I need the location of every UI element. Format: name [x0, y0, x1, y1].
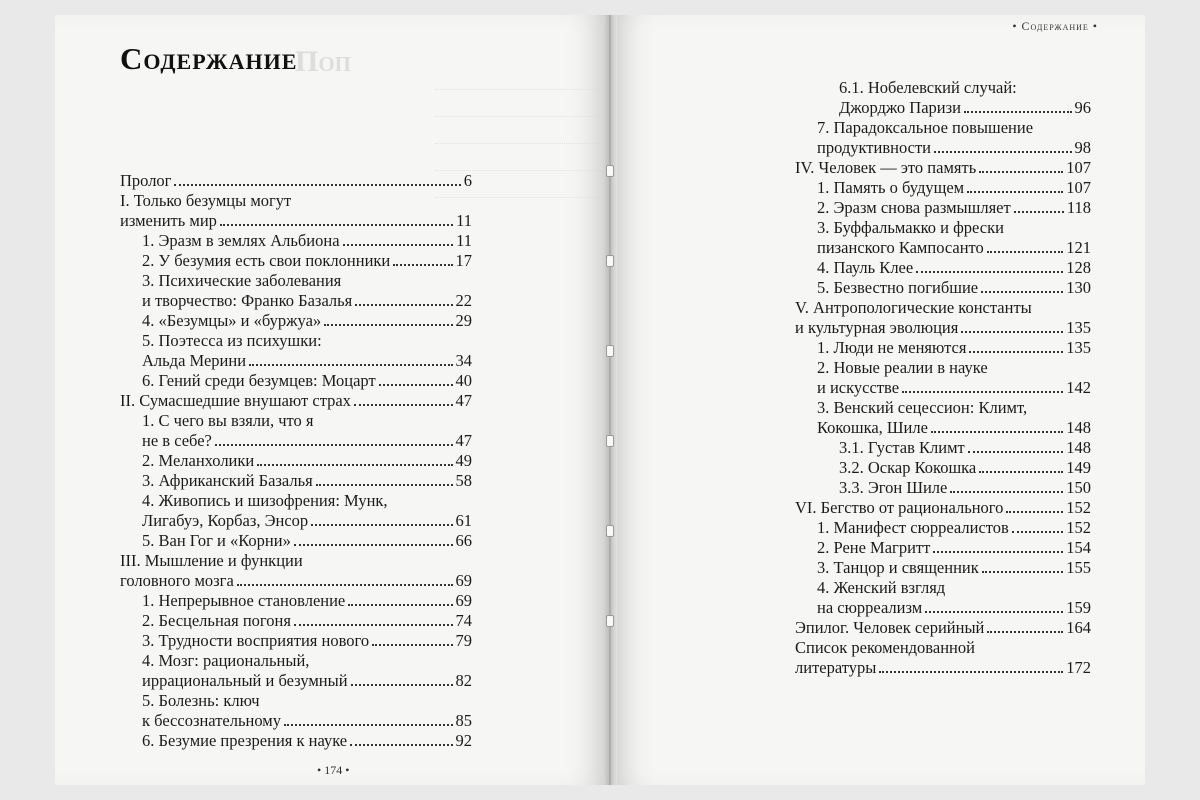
toc-page-number: 149 — [1066, 458, 1091, 477]
dot-leader — [925, 611, 1063, 613]
toc-entry-title: 3. Психические заболевания — [142, 271, 342, 290]
toc-page-number: 22 — [455, 291, 472, 310]
dot-leader — [174, 184, 460, 186]
toc-page-number: 172 — [1066, 658, 1091, 677]
toc-entry-title: 6. Безумие презрения к науке — [142, 731, 348, 750]
toc-entry-title: 1. Память о будущем — [817, 178, 965, 197]
binding-stitch — [606, 255, 614, 267]
toc-page-number: 96 — [1074, 98, 1091, 117]
dot-leader — [979, 171, 1063, 173]
toc-entry-title-cont: Лигабуэ, Корбаз, Энсор — [142, 511, 309, 530]
toc-entry — [120, 171, 472, 191]
toc-entry — [120, 371, 472, 391]
toc-page-number: 135 — [1066, 338, 1091, 357]
dot-leader — [372, 644, 452, 646]
toc-page-number: 47 — [455, 431, 472, 450]
left-page — [55, 15, 610, 785]
dot-leader — [355, 304, 452, 306]
binding-stitch — [606, 615, 614, 627]
toc-entry — [795, 258, 1091, 278]
dot-leader — [879, 671, 1063, 673]
dot-leader — [348, 604, 452, 606]
toc-entry — [795, 438, 1091, 458]
toc-page-number: 34 — [455, 351, 472, 370]
toc-page-number: 82 — [455, 671, 472, 690]
toc-entry — [795, 538, 1091, 558]
dot-leader — [987, 631, 1063, 633]
toc-page-number: 135 — [1066, 318, 1091, 337]
dot-leader — [931, 431, 1063, 433]
toc-entry-title: Эпилог. Человек серийный — [795, 618, 985, 637]
toc-page-number: 121 — [1066, 238, 1091, 257]
toc-entry — [120, 471, 472, 491]
dot-leader — [257, 464, 452, 466]
toc-entry-title-cont: к бессознательному — [142, 711, 281, 730]
toc-entry — [795, 178, 1091, 198]
running-head: • Содержание • — [1012, 19, 1098, 33]
toc-entry-title-cont: и культурная эволюция — [795, 318, 959, 337]
toc-entry — [120, 631, 472, 651]
toc-page-number: 154 — [1066, 538, 1091, 557]
toc-entry-title: 1. С чего вы взяли, что я — [142, 411, 314, 430]
toc-entry-title: 3.3. Эгон Шиле — [839, 478, 948, 497]
toc-page-number: 17 — [455, 251, 472, 270]
dot-leader — [311, 524, 452, 526]
toc-page-number: 69 — [455, 571, 472, 590]
book-spread — [55, 15, 1145, 785]
toc-entry — [120, 271, 472, 311]
toc-entry-title: Список рекомендованной — [795, 638, 975, 657]
toc-entry-title: 3. Трудности восприятия нового — [142, 631, 370, 650]
page-title: Содержание — [120, 41, 298, 76]
toc-entry — [795, 358, 1091, 398]
dot-leader — [902, 391, 1063, 393]
dot-leader — [969, 351, 1063, 353]
toc-entry-title: 3. Африканский Базалья — [142, 471, 313, 490]
toc-entry — [795, 158, 1091, 178]
toc-entry-title-cont: пизанского Кампосанто — [817, 238, 984, 257]
toc-entry — [795, 78, 1091, 118]
toc-page-number: 66 — [455, 531, 472, 550]
binding-stitch — [606, 525, 614, 537]
dot-leader — [215, 444, 453, 446]
toc-page-number: 40 — [455, 371, 472, 390]
dot-leader — [294, 624, 453, 626]
dot-leader — [933, 551, 1063, 553]
toc-entry-title: 4. Мозг: рациональный, — [142, 651, 310, 670]
toc-entry — [795, 198, 1091, 218]
toc-entry-title: IV. Человек — это память — [795, 158, 977, 177]
dot-leader — [237, 584, 453, 586]
toc-right-column — [795, 78, 1091, 678]
toc-entry-title: 4. «Безумцы» и «буржуа» — [142, 311, 322, 330]
toc-entry-title: 3. Венский сецессион: Климт, — [817, 398, 1028, 417]
toc-page-number: 150 — [1066, 478, 1091, 497]
toc-entry-title: 6.1. Нобелевский случай: — [839, 78, 1017, 97]
dot-leader — [249, 364, 452, 366]
toc-page-number: 69 — [455, 591, 472, 610]
toc-entry-title: 1. Люди не меняются — [817, 338, 967, 357]
dot-leader — [1014, 211, 1064, 213]
toc-entry — [120, 191, 472, 231]
toc-entry-title: 2. Рене Магритт — [817, 538, 931, 557]
dot-leader — [982, 571, 1063, 573]
dot-leader — [354, 404, 453, 406]
toc-entry-title-cont: Альда Мерини — [142, 351, 247, 370]
toc-page-number: 128 — [1066, 258, 1091, 277]
toc-page-number: 61 — [455, 511, 472, 530]
toc-entry — [120, 311, 472, 331]
toc-entry-title: 5. Поэтесса из психушки: — [142, 331, 322, 350]
toc-entry-title: 4. Женский взгляд — [817, 578, 946, 597]
toc-entry — [795, 618, 1091, 638]
dot-leader — [987, 251, 1063, 253]
toc-page-number: 159 — [1066, 598, 1091, 617]
toc-page-number: 74 — [455, 611, 472, 630]
toc-entry — [120, 391, 472, 411]
binding-stitch — [606, 345, 614, 357]
toc-entry-title: 4. Живопись и шизофрения: Мунк, — [142, 491, 388, 510]
toc-page-number: 107 — [1066, 178, 1091, 197]
toc-entry-title: V. Антропологические константы — [795, 298, 1032, 317]
toc-entry-title: II. Сумасшедшие внушают страх — [120, 391, 351, 410]
toc-entry-title: 5. Безвестно погибшие — [817, 278, 979, 297]
toc-entry-title: 7. Парадоксальное повышение — [817, 118, 1034, 137]
toc-entry-title: 2. Эразм снова размышляет — [817, 198, 1011, 217]
toc-entry-title: 5. Ван Гог и «Корни» — [142, 531, 291, 550]
toc-page-number: 47 — [455, 391, 472, 410]
dot-leader — [294, 544, 453, 546]
toc-page-number: 148 — [1066, 438, 1091, 457]
dot-leader — [967, 191, 1063, 193]
toc-entry-title: 4. Пауль Клее — [817, 258, 914, 277]
dot-leader — [1012, 531, 1063, 533]
dot-leader — [351, 684, 453, 686]
toc-entry-title: 2. Бесцельная погоня — [142, 611, 291, 630]
dot-leader — [324, 324, 452, 326]
toc-left-column — [120, 171, 472, 751]
toc-entry-title-cont: на сюрреализм — [817, 598, 923, 617]
toc-entry — [120, 231, 472, 251]
binding-stitch — [606, 165, 614, 177]
toc-entry-title-cont: изменить мир — [120, 211, 217, 230]
dot-leader — [350, 744, 452, 746]
toc-entry-title: 3.2. Оскар Кокошка — [839, 458, 977, 477]
toc-entry — [795, 398, 1091, 438]
book-gutter — [603, 15, 617, 785]
toc-entry — [120, 651, 472, 691]
toc-page-number: 118 — [1066, 198, 1091, 217]
toc-page-number: 58 — [455, 471, 472, 490]
toc-entry-title: 2. Меланхолики — [142, 451, 255, 470]
toc-entry — [120, 691, 472, 731]
toc-entry — [120, 251, 472, 271]
toc-entry — [120, 551, 472, 591]
toc-entry-title-cont: головного мозга — [120, 571, 234, 590]
toc-entry-title-cont: иррациональный и безумный — [142, 671, 348, 690]
toc-entry-title-cont: и искусстве — [817, 378, 900, 397]
dot-leader — [979, 471, 1063, 473]
toc-page-number: 49 — [455, 451, 472, 470]
toc-entry — [795, 338, 1091, 358]
dot-leader — [393, 264, 452, 266]
toc-entry — [120, 531, 472, 551]
toc-entry-title: 1. Непрерывное становление — [142, 591, 346, 610]
dot-leader — [316, 484, 453, 486]
dot-leader — [284, 724, 453, 726]
dot-leader — [916, 271, 1063, 273]
toc-entry-title: 3. Буффальмакко и фрески — [817, 218, 1004, 237]
page-number: • 174 • — [317, 763, 350, 777]
toc-entry-title-cont: литературы — [795, 658, 877, 677]
dot-leader — [379, 384, 453, 386]
toc-entry — [795, 518, 1091, 538]
toc-page-number: 164 — [1066, 618, 1091, 637]
dot-leader — [961, 331, 1063, 333]
toc-entry-title: 5. Болезнь: ключ — [142, 691, 260, 710]
dot-leader — [220, 224, 453, 226]
toc-entry — [795, 498, 1091, 518]
toc-page-number: 98 — [1074, 138, 1091, 157]
right-page — [610, 15, 1145, 785]
toc-page-number: 130 — [1066, 278, 1091, 297]
toc-entry-title: 2. У безумия есть свои поклонники — [142, 251, 391, 270]
toc-entry — [795, 478, 1091, 498]
toc-entry-title-cont: Джорджо Паризи — [839, 98, 961, 117]
toc-page-number: 152 — [1066, 518, 1091, 537]
toc-page-number: 107 — [1066, 158, 1091, 177]
toc-entry — [120, 451, 472, 471]
toc-entry-title: 3.1. Густав Климт — [839, 438, 965, 457]
toc-entry-title-cont: продуктивности — [817, 138, 931, 157]
toc-entry — [795, 558, 1091, 578]
toc-entry — [795, 298, 1091, 338]
toc-entry-title: Пролог — [120, 171, 172, 190]
toc-entry-title: VI. Бегство от рационального — [795, 498, 1004, 517]
toc-entry-title-cont: Кокошка, Шиле — [817, 418, 928, 437]
dot-leader — [981, 291, 1063, 293]
toc-entry — [120, 331, 472, 371]
toc-entry — [795, 578, 1091, 618]
toc-entry — [120, 611, 472, 631]
toc-page-number: 85 — [455, 711, 472, 730]
dot-leader — [343, 244, 454, 246]
toc-entry — [795, 278, 1091, 298]
toc-page-number: 148 — [1066, 418, 1091, 437]
toc-entry-title-cont: и творчество: Франко Базалья — [142, 291, 353, 310]
toc-page-number: 11 — [456, 231, 472, 250]
toc-entry-title: I. Только безумцы могут — [120, 191, 292, 210]
bleed-through-text: Поп — [295, 45, 352, 78]
toc-entry-title: 3. Танцор и священник — [817, 558, 979, 577]
toc-entry — [120, 491, 472, 531]
toc-entry — [795, 638, 1091, 678]
dot-leader — [968, 451, 1064, 453]
toc-page-number: 152 — [1066, 498, 1091, 517]
toc-entry — [795, 118, 1091, 158]
dot-leader — [950, 491, 1063, 493]
dot-leader — [1006, 511, 1063, 513]
toc-entry-title: 1. Эразм в землях Альбиона — [142, 231, 340, 250]
dot-leader — [934, 151, 1072, 153]
toc-page-number: 79 — [455, 631, 472, 650]
toc-entry-title: III. Мышление и функции — [120, 551, 303, 570]
toc-entry — [795, 458, 1091, 478]
toc-entry — [120, 731, 472, 751]
toc-page-number: 92 — [455, 731, 472, 750]
toc-page-number: 11 — [456, 211, 472, 230]
toc-entry-title: 1. Манифест сюрреалистов — [817, 518, 1009, 537]
toc-entry — [120, 411, 472, 451]
toc-entry-title: 2. Новые реалии в науке — [817, 358, 988, 377]
toc-entry — [795, 218, 1091, 258]
toc-page-number: 142 — [1066, 378, 1091, 397]
toc-page-number: 29 — [455, 311, 472, 330]
dot-leader — [964, 111, 1072, 113]
toc-entry — [120, 591, 472, 611]
toc-entry-title: 6. Гений среди безумцев: Моцарт — [142, 371, 376, 390]
toc-page-number: 6 — [463, 171, 472, 190]
binding-stitch — [606, 435, 614, 447]
toc-entry-title-cont: не в себе? — [142, 431, 212, 450]
toc-page-number: 155 — [1066, 558, 1091, 577]
